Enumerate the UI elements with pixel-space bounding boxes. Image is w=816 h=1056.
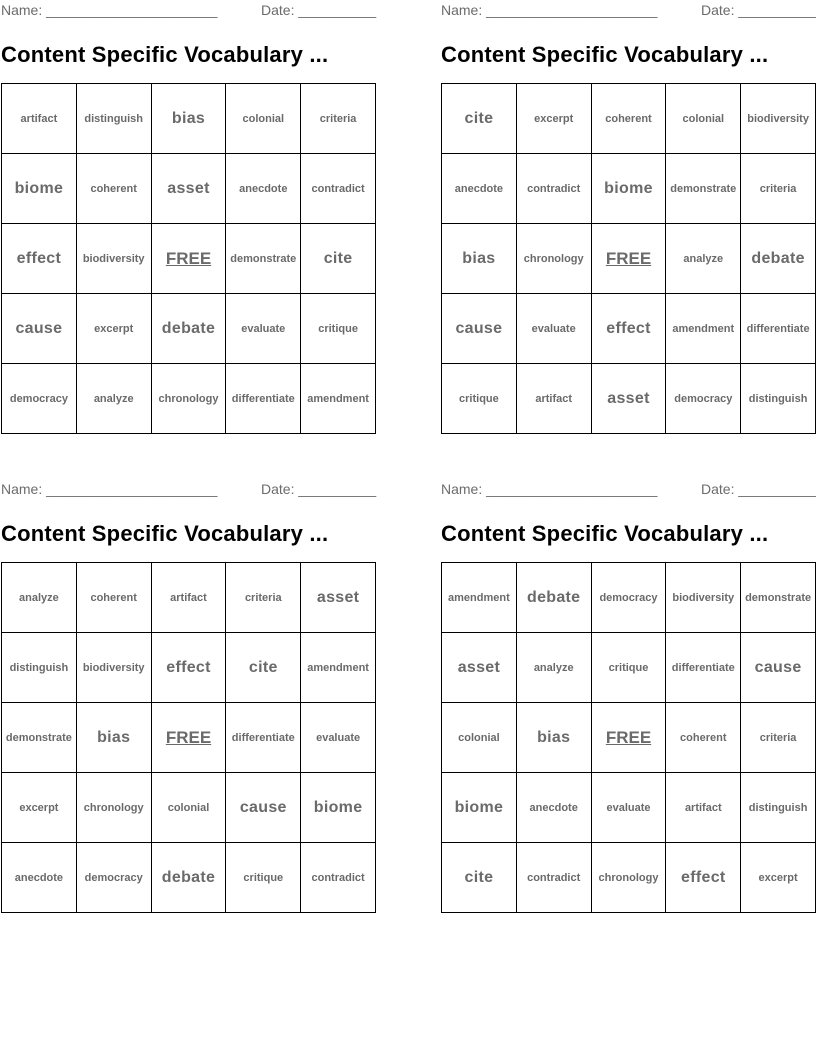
bingo-cell: chronology bbox=[517, 224, 592, 294]
bingo-cell: evaluate bbox=[301, 703, 376, 773]
bingo-cell: biodiversity bbox=[77, 633, 152, 703]
bingo-cell: chronology bbox=[592, 843, 667, 913]
name-field-label: Name: ______________________ bbox=[1, 2, 218, 18]
name-field-label: Name: ______________________ bbox=[441, 2, 658, 18]
name-date-line bbox=[441, 2, 816, 20]
bingo-cell: contradict bbox=[517, 154, 592, 224]
bingo-cell: anecdote bbox=[2, 843, 77, 913]
bingo-cell: biome bbox=[592, 154, 667, 224]
bingo-cell: debate bbox=[517, 563, 592, 633]
bingo-grid bbox=[1, 562, 376, 913]
bingo-cell: artifact bbox=[517, 364, 592, 434]
bingo-cell: democracy bbox=[666, 364, 741, 434]
bingo-cell: critique bbox=[442, 364, 517, 434]
bingo-cell: cause bbox=[226, 773, 301, 843]
bingo-cell: biome bbox=[442, 773, 517, 843]
date-field-label: Date: __________ bbox=[701, 481, 816, 497]
bingo-cell: asset bbox=[152, 154, 227, 224]
bingo-cell: bias bbox=[517, 703, 592, 773]
bingo-cell: asset bbox=[301, 563, 376, 633]
bingo-cell: coherent bbox=[77, 154, 152, 224]
bingo-cell: critique bbox=[226, 843, 301, 913]
bingo-cell: differentiate bbox=[226, 703, 301, 773]
bingo-cell: biodiversity bbox=[77, 224, 152, 294]
free-space: FREE bbox=[152, 703, 227, 773]
bingo-cell: cause bbox=[2, 294, 77, 364]
bingo-cell: cite bbox=[442, 84, 517, 154]
bingo-cell: colonial bbox=[226, 84, 301, 154]
bingo-cell: effect bbox=[2, 224, 77, 294]
bingo-cell: amendment bbox=[666, 294, 741, 364]
bingo-cell: biome bbox=[301, 773, 376, 843]
bingo-cell: criteria bbox=[226, 563, 301, 633]
bingo-cell: bias bbox=[442, 224, 517, 294]
bingo-cell: excerpt bbox=[517, 84, 592, 154]
free-space: FREE bbox=[592, 224, 667, 294]
bingo-cell: amendment bbox=[301, 364, 376, 434]
bingo-cell: democracy bbox=[2, 364, 77, 434]
bingo-cell: biodiversity bbox=[666, 563, 741, 633]
name-field-label: Name: ______________________ bbox=[441, 481, 658, 497]
bingo-cell: asset bbox=[442, 633, 517, 703]
bingo-cell: analyze bbox=[517, 633, 592, 703]
bingo-cell: debate bbox=[152, 843, 227, 913]
bingo-cell: effect bbox=[666, 843, 741, 913]
bingo-cell: amendment bbox=[301, 633, 376, 703]
name-date-line bbox=[1, 2, 376, 20]
bingo-cell: cause bbox=[442, 294, 517, 364]
card-title: Content Specific Vocabulary ... bbox=[441, 42, 769, 67]
bingo-cell: colonial bbox=[152, 773, 227, 843]
bingo-cell: democracy bbox=[77, 843, 152, 913]
bingo-cell: coherent bbox=[592, 84, 667, 154]
date-field-label: Date: __________ bbox=[261, 481, 377, 497]
bingo-cell: differentiate bbox=[741, 294, 816, 364]
bingo-cell: cite bbox=[226, 633, 301, 703]
bingo-cell: biome bbox=[2, 154, 77, 224]
bingo-cell: differentiate bbox=[226, 364, 301, 434]
bingo-cell: demonstrate bbox=[666, 154, 741, 224]
name-date-line bbox=[441, 481, 816, 499]
bingo-cell: artifact bbox=[152, 563, 227, 633]
bingo-cell: chronology bbox=[152, 364, 227, 434]
bingo-cell: demonstrate bbox=[741, 563, 816, 633]
bingo-cell: colonial bbox=[442, 703, 517, 773]
bingo-cell: contradict bbox=[517, 843, 592, 913]
bingo-cell: contradict bbox=[301, 154, 376, 224]
bingo-cell: bias bbox=[77, 703, 152, 773]
bingo-cell: excerpt bbox=[2, 773, 77, 843]
bingo-cell: evaluate bbox=[517, 294, 592, 364]
bingo-cell: critique bbox=[592, 633, 667, 703]
bingo-cell: debate bbox=[741, 224, 816, 294]
bingo-cell: differentiate bbox=[666, 633, 741, 703]
bingo-cell: contradict bbox=[301, 843, 376, 913]
bingo-cell: distinguish bbox=[741, 773, 816, 843]
bingo-cell: criteria bbox=[741, 703, 816, 773]
free-space: FREE bbox=[592, 703, 667, 773]
bingo-cell: evaluate bbox=[226, 294, 301, 364]
bingo-cell: artifact bbox=[666, 773, 741, 843]
bingo-cell: effect bbox=[592, 294, 667, 364]
bingo-cell: analyze bbox=[77, 364, 152, 434]
bingo-cell: anecdote bbox=[517, 773, 592, 843]
name-date-line bbox=[1, 481, 376, 499]
bingo-cell: anecdote bbox=[442, 154, 517, 224]
bingo-grid bbox=[441, 83, 816, 434]
bingo-cell: demonstrate bbox=[2, 703, 77, 773]
bingo-cell: anecdote bbox=[226, 154, 301, 224]
bingo-cell: distinguish bbox=[2, 633, 77, 703]
bingo-cell: effect bbox=[152, 633, 227, 703]
bingo-cell: bias bbox=[152, 84, 227, 154]
bingo-cell: cite bbox=[442, 843, 517, 913]
card-title: Content Specific Vocabulary ... bbox=[1, 521, 329, 546]
bingo-cell: analyze bbox=[666, 224, 741, 294]
name-field-label: Name: ______________________ bbox=[1, 481, 218, 497]
bingo-grid bbox=[441, 562, 816, 913]
bingo-cell: distinguish bbox=[741, 364, 816, 434]
bingo-cell: excerpt bbox=[77, 294, 152, 364]
bingo-cell: demonstrate bbox=[226, 224, 301, 294]
bingo-cell: distinguish bbox=[77, 84, 152, 154]
bingo-cell: excerpt bbox=[741, 843, 816, 913]
bingo-cell: analyze bbox=[2, 563, 77, 633]
bingo-cell: criteria bbox=[301, 84, 376, 154]
bingo-cell: asset bbox=[592, 364, 667, 434]
bingo-cell: cause bbox=[741, 633, 816, 703]
bingo-cell: coherent bbox=[666, 703, 741, 773]
bingo-cell: artifact bbox=[2, 84, 77, 154]
bingo-cell: democracy bbox=[592, 563, 667, 633]
bingo-cell: biodiversity bbox=[741, 84, 816, 154]
card-title: Content Specific Vocabulary ... bbox=[1, 42, 329, 67]
bingo-cell: colonial bbox=[666, 84, 741, 154]
bingo-cell: debate bbox=[152, 294, 227, 364]
bingo-grid bbox=[1, 83, 376, 434]
bingo-cell: amendment bbox=[442, 563, 517, 633]
date-field-label: Date: __________ bbox=[701, 2, 816, 18]
bingo-cell: chronology bbox=[77, 773, 152, 843]
free-space: FREE bbox=[152, 224, 227, 294]
bingo-cell: criteria bbox=[741, 154, 816, 224]
bingo-cell: evaluate bbox=[592, 773, 667, 843]
card-title: Content Specific Vocabulary ... bbox=[441, 521, 769, 546]
bingo-cell: coherent bbox=[77, 563, 152, 633]
date-field-label: Date: __________ bbox=[261, 2, 377, 18]
bingo-cell: cite bbox=[301, 224, 376, 294]
bingo-cell: critique bbox=[301, 294, 376, 364]
